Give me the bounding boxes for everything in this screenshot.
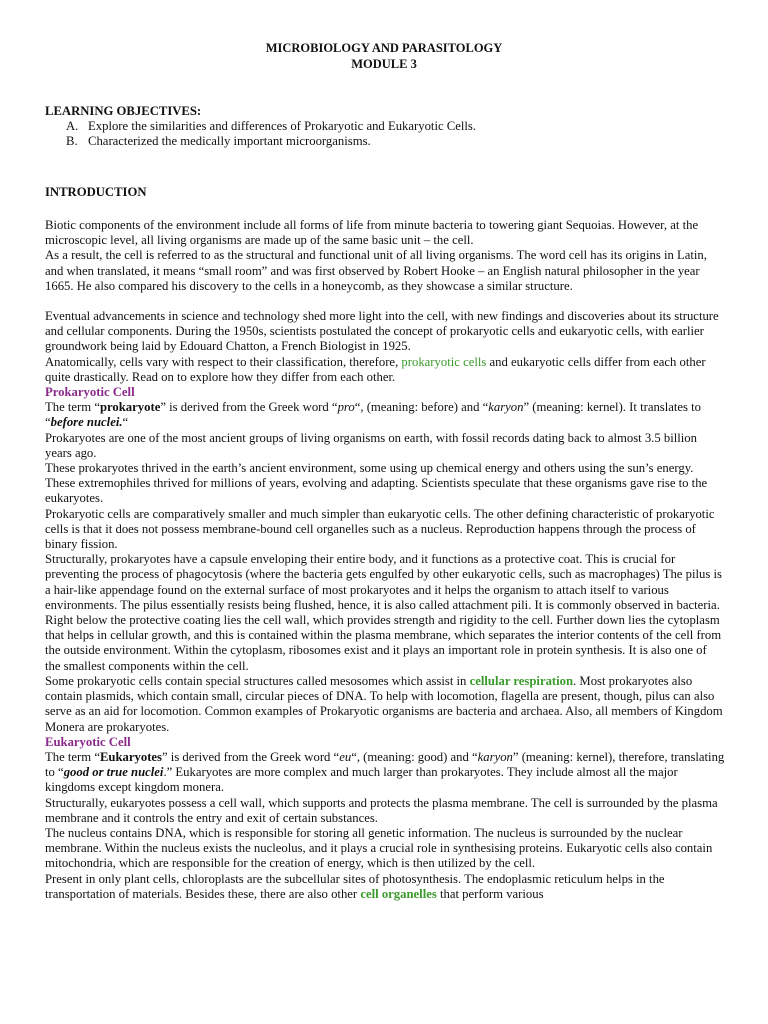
- eukaryotic-cell-heading: Eukaryotic Cell: [45, 734, 131, 749]
- prokaryotic-cells-link[interactable]: prokaryotic cells: [401, 354, 487, 369]
- main-body: [45, 218, 725, 902]
- cellular-respiration-link[interactable]: cellular respiration: [469, 673, 574, 688]
- document-title: MICROBIOLOGY AND PARASITOLOGY: [265, 41, 503, 55]
- prokaryote-paragraph: These prokaryotes thrived in the earth’s ancient environment, some using up chemical energy and others using the sun’s energy. These extremophiles thrived for millions of years, evolving and adapting. Scientists speculate that these organisms gave rise to the eukaryotes.: [45, 461, 708, 506]
- objectives-heading: LEARNING OBJECTIVES:: [45, 104, 202, 118]
- introduction-heading-block: [45, 185, 725, 200]
- objective-item: A. Explore the similarities and differences of Prokaryotic and Eukaryotic Cells.: [66, 119, 477, 134]
- eukaryote-paragraph: The nucleus contains DNA, which is responsible for storing all genetic information. The nucleus is surrounded by the nuclear membrane. Within the nucleus exists the nucleolus, and it plays a crucial role in synthesising proteins. Eukaryotic cells also contain mitochondria, which are responsible for the creation of energy, which is then utilized by the cell.: [45, 825, 713, 871]
- module-title: MODULE 3: [351, 57, 417, 71]
- objectives-list: [66, 119, 725, 149]
- prokaryote-paragraph: Right below the protective coating lies the cell wall, which provides strength and rigidity to the cell. Further down lies the cytoplasm that helps in cellular growth, and this is contained within the plasma membrane, which separates the interior contents of the cell from the outside environment. Within the cytoplasm, ribosomes exist and it plays an important role in protein synthesis. It is also one of the smallest components within the cell.: [45, 613, 722, 673]
- cell-organelles-link[interactable]: cell organelles: [360, 886, 437, 901]
- intro-paragraph: As a result, the cell is referred to as the structural and functional unit of all living organisms. The word cell has its origins in Latin, and when translated, it means “small room” and was first observed by Robert Hooke – an English natural philosopher in the year 1665. He also compared his discovery to the cells in a honeycomb, as they showcase a similar structure.: [45, 248, 707, 293]
- prokaryote-paragraph: Prokaryotic cells are comparatively smaller and much simpler than eukaryotic cells. The other defining characteristic of prokaryotic cells is that it does not possess membrane-bound cell organelles such as a nucleus. Reproduction happens through the process of binary fission.: [45, 506, 715, 552]
- prokaryote-term-paragraph: The term “prokaryote” is derived from the Greek word “pro“, (meaning: before) and “karyon” (meaning: kernel). It translates to “before nuclei.“: [45, 400, 702, 430]
- prokaryote-paragraph: Structurally, prokaryotes have a capsule enveloping their entire body, and it functions as a protective coat. This is crucial for preventing the process of phagocytosis (where the bacteria gets engulfed by other eukaryotic cells, such as macrophages) The pilus is a hair-like appendage found on the external surface of most prokaryotes and it helps the organism to attach itself to various environments. The pilus essentially resists being flushed, hence, it is also called attachment pili. It is commonly observed in bacteria.: [45, 552, 722, 612]
- prokaryote-paragraph: Prokaryotes are one of the most ancient groups of living organisms on earth, with fossil records dating back to almost 3.5 billion years ago.: [45, 430, 697, 460]
- objective-item: B. Characterized the medically important microorganisms.: [66, 134, 371, 149]
- prokaryotic-cell-heading: Prokaryotic Cell: [45, 385, 135, 400]
- eukaryote-paragraph: Structurally, eukaryotes possess a cell wall, which supports and protects the plasma membrane. The cell is surrounded by the plasma membrane and it controls the entry and exit of certain substances.: [45, 795, 718, 825]
- prokaryote-paragraph: Some prokaryotic cells contain special structures called mesosomes which assist in cellular respiration. Most prokaryotes also contain plasmids, which contain small, circular pieces of DNA. To help with locomotion, flagella are present, though, pilus can also serve as an aid for locomotion. Common examples of Prokaryotic organisms are bacteria and archaea. Also, all members of Kingdom Monera are prokaryotes.: [45, 673, 723, 734]
- eukaryote-term-paragraph: The term “Eukaryotes” is derived from the Greek word “eu“, (meaning: good) and “karyon” (meaning: kernel), therefore, translating to “good or true nuclei.” Eukaryotes are more complex and much larger than prokaryotes. They include almost all the major kingdoms except kingdom monera.: [45, 749, 725, 795]
- eukaryote-paragraph: Present in only plant cells, chloroplasts are the subcellular sites of photosynthesis. The endoplasmic reticulum helps in the transportation of materials. Besides these, there are also other cell organelles that perform various: [45, 871, 665, 901]
- intro-paragraph: Biotic components of the environment include all forms of life from minute bacteria to towering giant Sequoias. However, at the microscopic level, all living organisms are made up of the same basic unit – the cell.: [45, 218, 699, 248]
- intro-paragraph: Eventual advancements in science and technology shed more light into the cell, with new findings and discoveries about its structure and cellular components. During the 1950s, scientists postulated the concept of prokaryotic cells and eukaryotic cells, with earlier groundwork being laid by Edouard Chatton, a French Biologist in 1925.: [45, 309, 719, 354]
- learning-objectives: [45, 104, 725, 150]
- intro-paragraph: Anatomically, cells vary with respect to their classification, therefore, prokaryotic cells and eukaryotic cells differ from each other quite drastically. Read on to explore how they differ from each other.: [45, 354, 706, 384]
- introduction-heading: INTRODUCTION: [45, 185, 147, 199]
